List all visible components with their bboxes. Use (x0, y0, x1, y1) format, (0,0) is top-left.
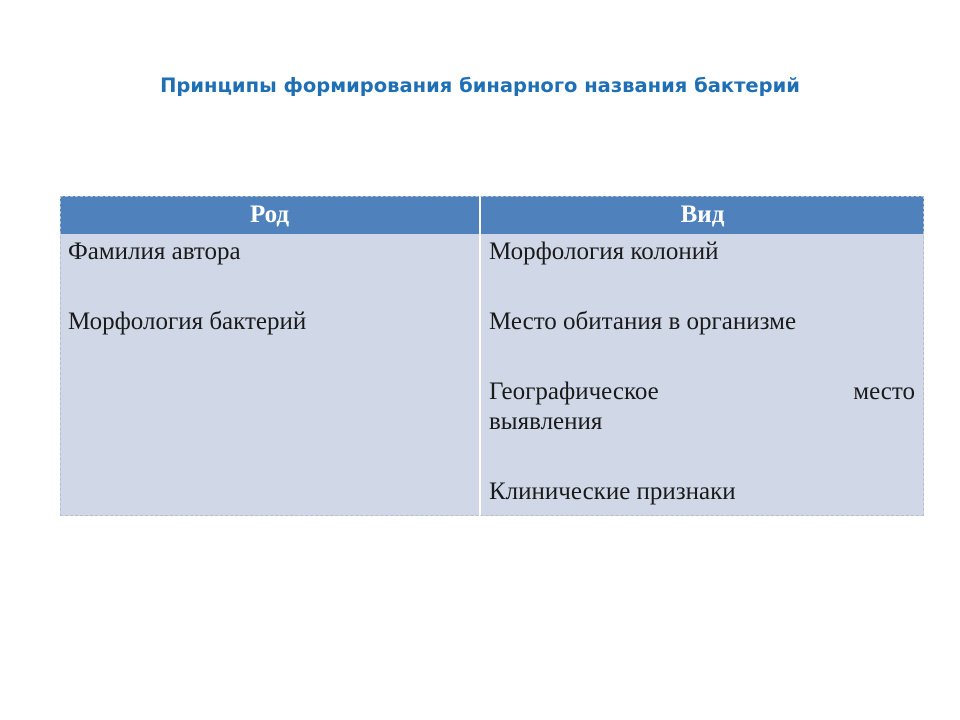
classification-table (60, 196, 924, 516)
header-genus: Род (249, 201, 290, 228)
genus-cell (60, 234, 479, 516)
species-item: Клинические признаки (489, 478, 736, 505)
spacer (489, 437, 915, 477)
header-species: Вид (680, 201, 725, 228)
table-header-row (60, 196, 924, 234)
genus-item: Фамилия автора (68, 238, 241, 265)
spacer (68, 267, 479, 307)
species-item: Место обитания в организме (489, 308, 797, 335)
species-item-continuation: выявления (489, 408, 603, 435)
species-item: Морфология колоний (489, 238, 719, 265)
spacer (489, 337, 915, 377)
genus-item: Морфология бактерий (68, 308, 307, 335)
species-item-word: Географическое (489, 378, 659, 405)
page-title: Принципы формирования бинарного названия бактерий (160, 74, 800, 97)
table-body-row (60, 234, 924, 516)
species-cell (481, 234, 924, 516)
species-item-word: место (853, 378, 915, 405)
spacer (489, 267, 915, 307)
species-item-justified (489, 377, 915, 407)
